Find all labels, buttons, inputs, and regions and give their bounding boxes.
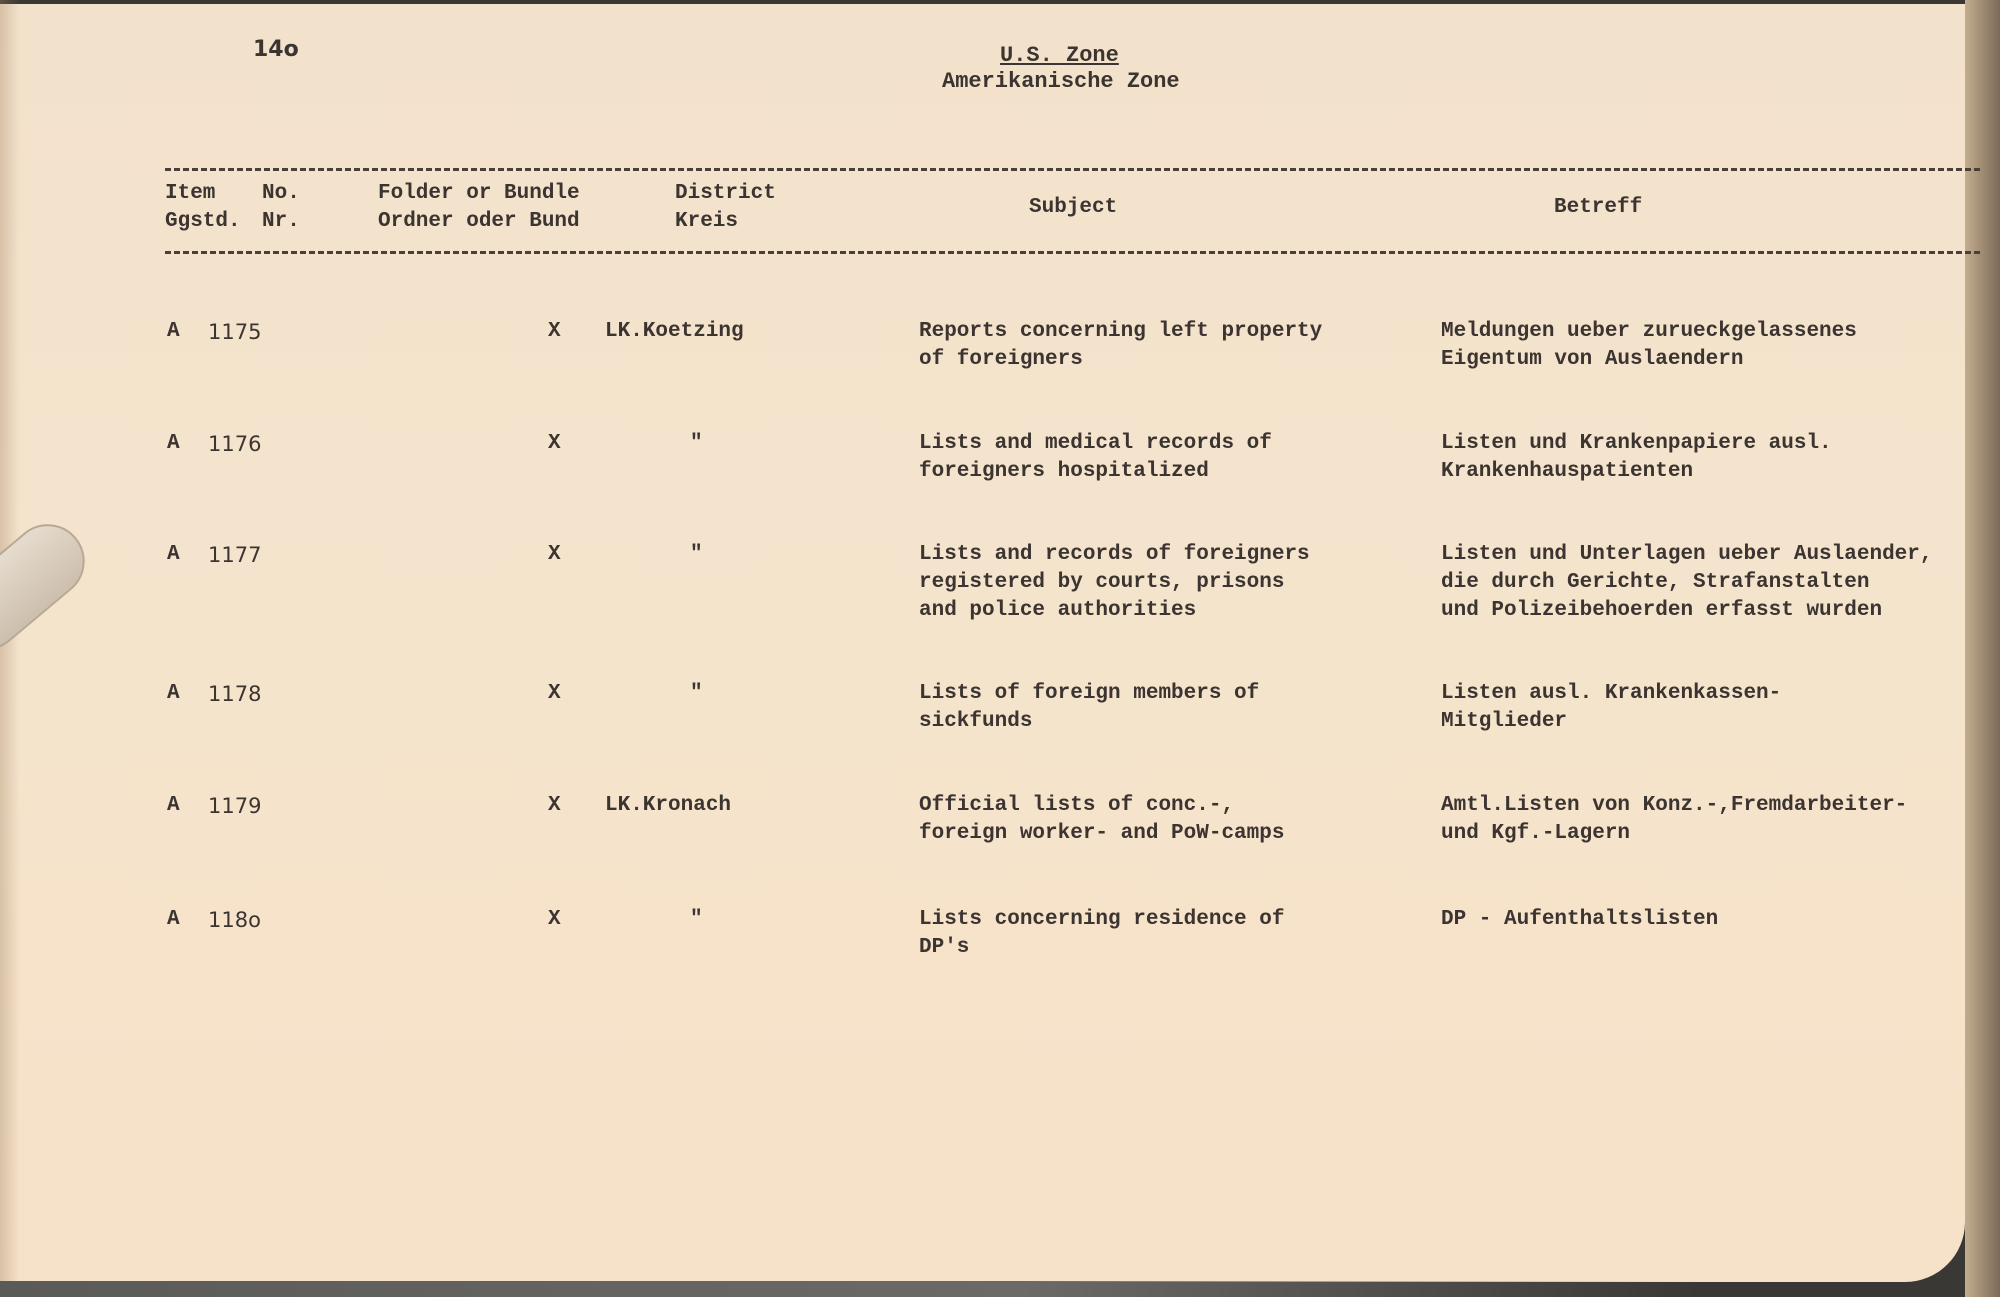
binding-shadow	[0, 0, 20, 1297]
row-folder-mark: X	[548, 432, 561, 455]
row-district: LK.Kronach	[605, 794, 732, 817]
header-no: No.	[262, 182, 300, 205]
header-betreff: Betreff	[1554, 196, 1643, 219]
row-number: 1175	[208, 320, 262, 344]
header-item: Item	[165, 182, 216, 205]
header-folder-de: Ordner oder Bund	[378, 210, 580, 233]
header-district: District	[675, 182, 776, 205]
row-subject: Lists and medical records of foreigners hospitalized	[919, 432, 1272, 483]
row-item: A	[167, 543, 180, 566]
row-folder-mark: X	[548, 543, 561, 566]
row-folder-mark: X	[548, 908, 561, 931]
page-number: 14o	[253, 37, 299, 62]
row-number: 118o	[208, 908, 261, 932]
header-divider-top	[165, 168, 1980, 171]
header-district-de: Kreis	[675, 210, 739, 233]
row-number: 1176	[208, 432, 262, 456]
row-district: LK.Koetzing	[605, 320, 744, 343]
row-betreff: Meldungen ueber zurueckgelassenes Eigentum von Auslaendern	[1441, 320, 1857, 371]
row-folder-mark: X	[548, 682, 561, 705]
row-betreff: Listen und Krankenpapiere ausl. Krankenhauspatienten	[1441, 432, 1832, 483]
row-subject: Lists and records of foreigners registered by courts, prisons and police authorities	[919, 543, 1310, 622]
row-item: A	[167, 908, 180, 931]
header-divider-bottom	[165, 251, 1980, 254]
row-subject: Lists concerning residence of DP's	[919, 908, 1285, 959]
header-subject: Subject	[1029, 196, 1118, 219]
row-number: 1179	[208, 794, 262, 818]
row-district: "	[690, 908, 703, 931]
row-folder-mark: X	[548, 794, 561, 817]
row-item: A	[167, 794, 180, 817]
page-edge	[1965, 0, 2000, 1297]
row-district: "	[690, 543, 703, 566]
row-betreff: Amtl.Listen von Konz.-,Fremdarbeiter- und Kgf.-Lagern	[1441, 794, 1908, 845]
row-number: 1177	[208, 543, 262, 567]
row-item: A	[167, 682, 180, 705]
header-folder: Folder or Bundle	[378, 182, 580, 205]
row-district: "	[690, 432, 703, 455]
row-number: 1178	[208, 682, 262, 706]
row-folder-mark: X	[548, 320, 561, 343]
header-no-de: Nr.	[262, 210, 300, 233]
row-betreff: Listen ausl. Krankenkassen- Mitglieder	[1441, 682, 1782, 733]
row-betreff: DP - Aufenthaltslisten	[1441, 908, 1719, 931]
row-district: "	[690, 682, 703, 705]
row-subject: Lists of foreign members of sickfunds	[919, 682, 1260, 733]
page-title: U.S. Zone	[1000, 43, 1119, 68]
row-item: A	[167, 320, 180, 343]
page-subtitle: Amerikanische Zone	[942, 69, 1180, 94]
scanner-background	[0, 1281, 1700, 1297]
row-subject: Official lists of conc.-, foreign worker- and PoW-camps	[919, 794, 1285, 845]
row-item: A	[167, 432, 180, 455]
row-betreff: Listen und Unterlagen ueber Auslaender, die durch Gerichte, Strafanstalten und Polizeibehoerden erfasst wurden	[1441, 543, 1933, 622]
row-subject: Reports concerning left property of foreigners	[919, 320, 1323, 371]
header-item-de: Ggstd.	[165, 210, 241, 233]
